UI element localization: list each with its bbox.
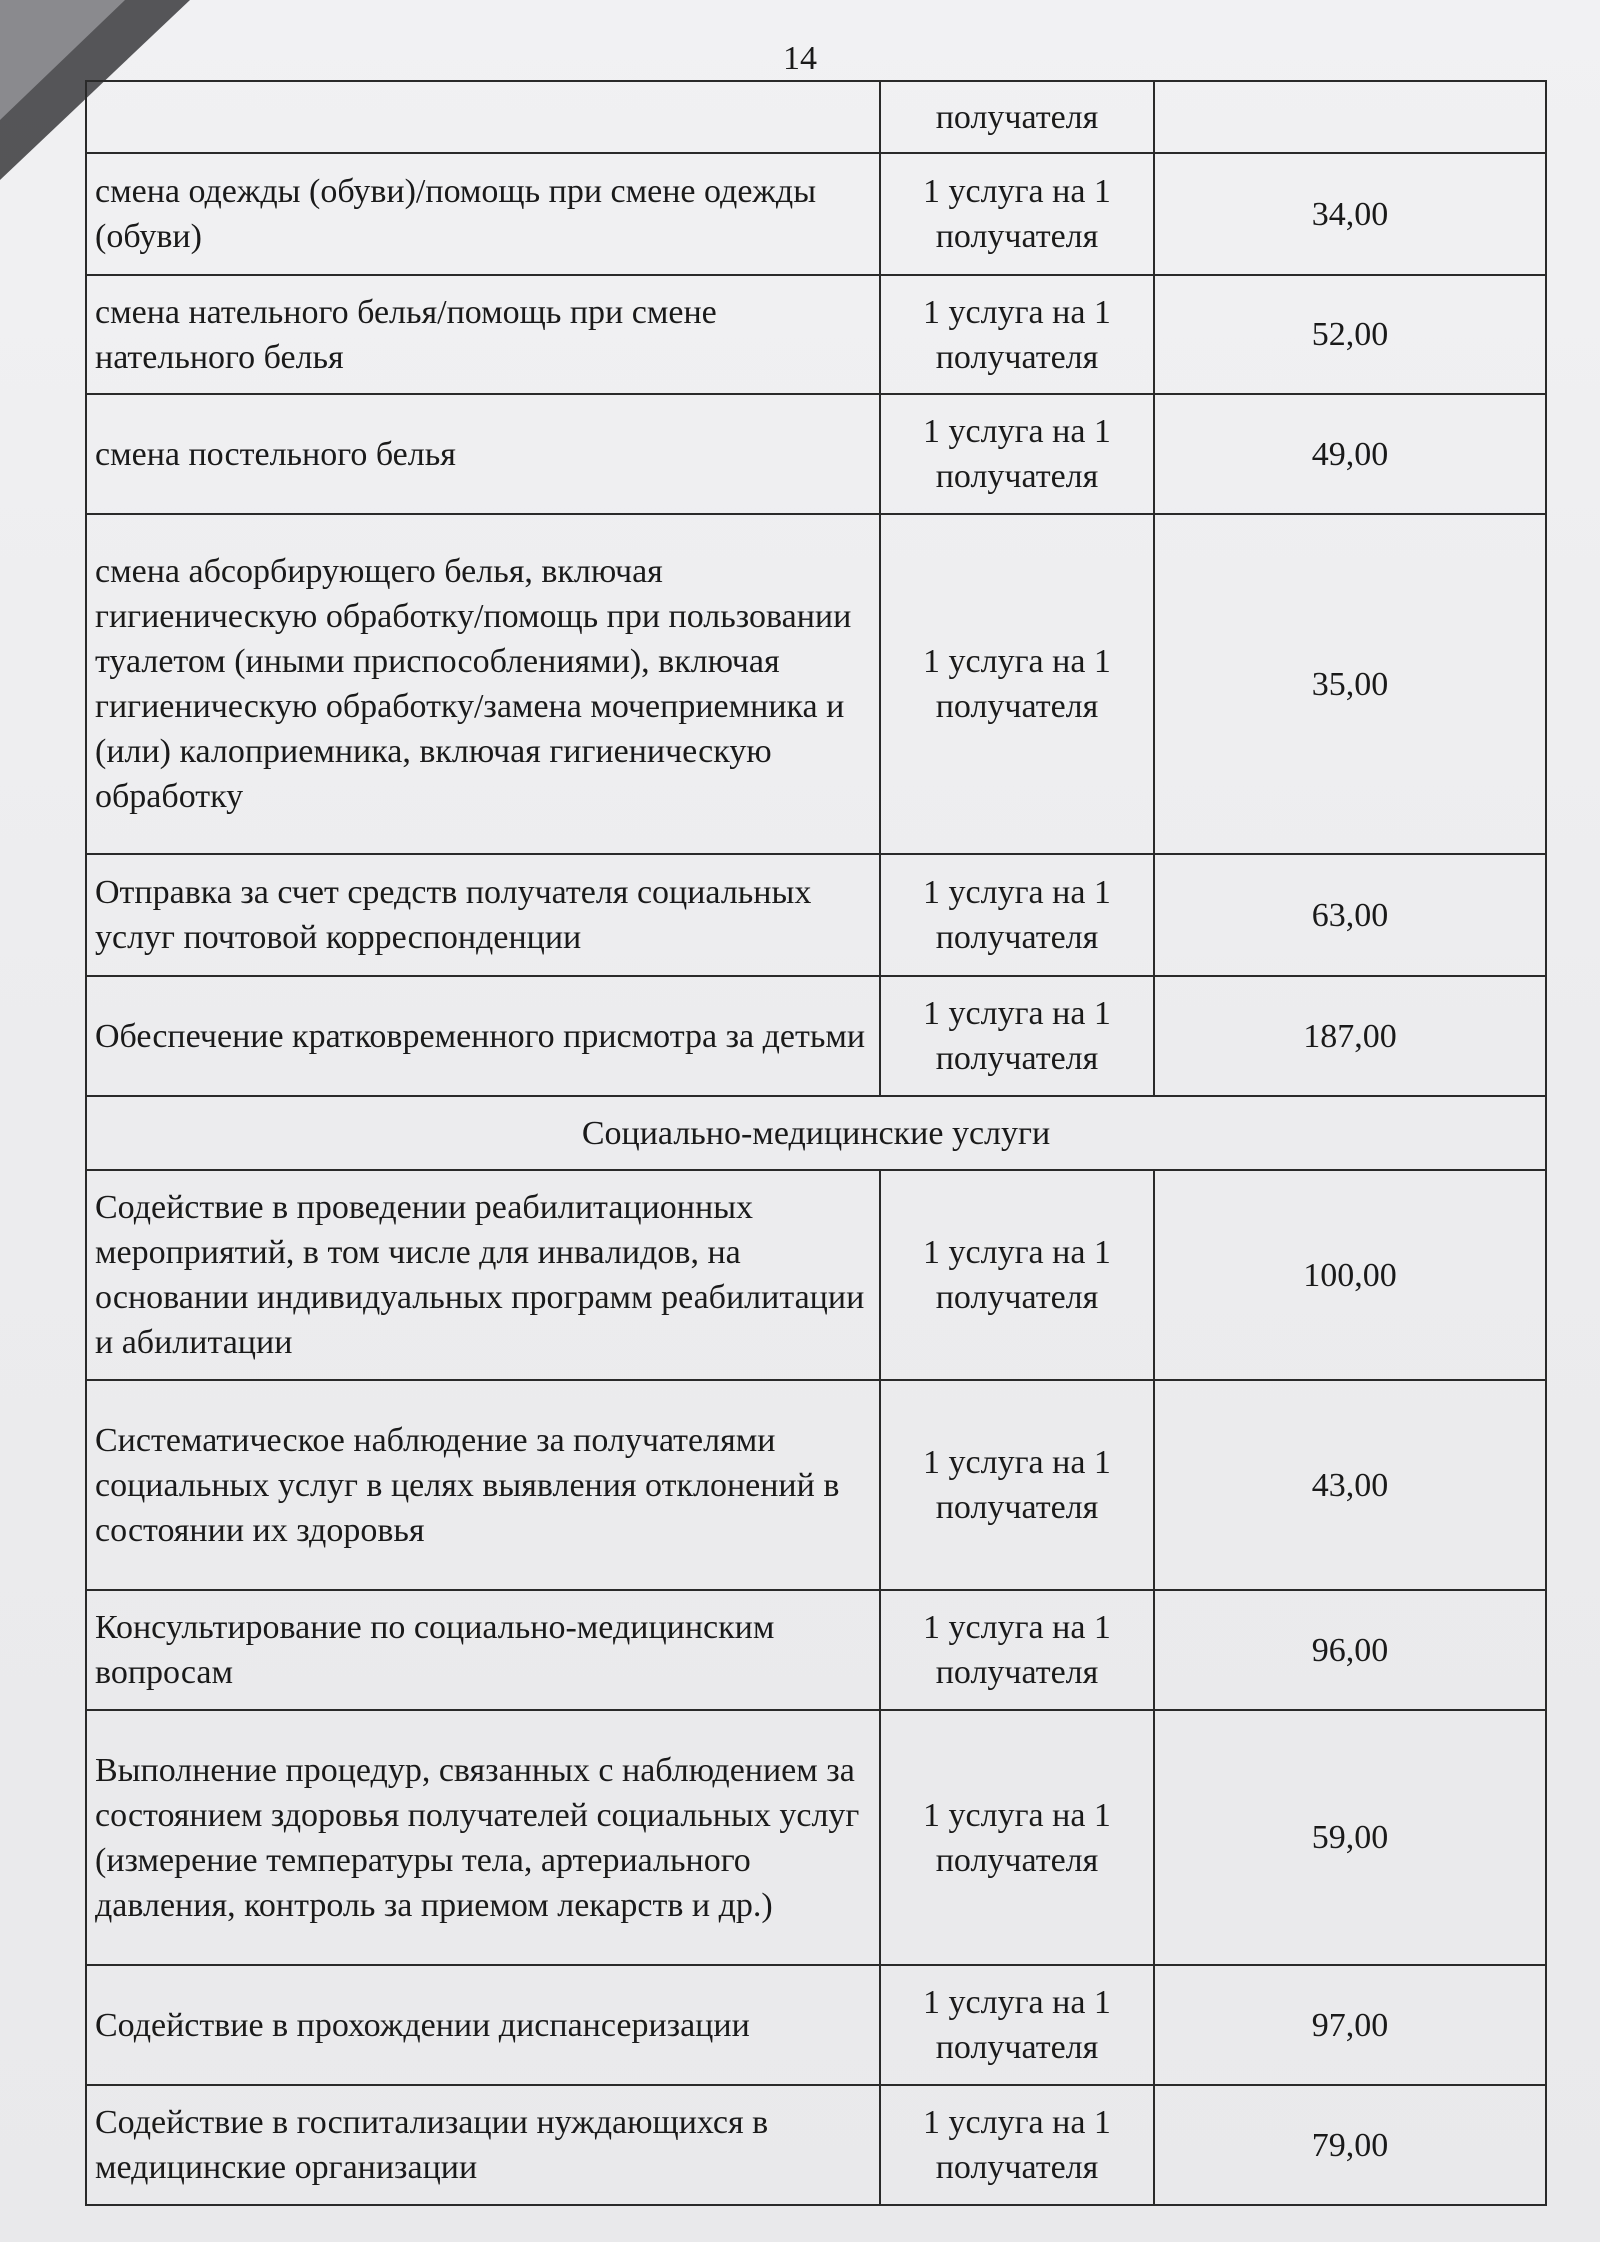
service-unit-cell: 1 услуга на 1 получателя bbox=[880, 1710, 1154, 1965]
table-row bbox=[86, 514, 1546, 854]
service-name-cell bbox=[86, 81, 880, 153]
service-name-cell: Содействие в проведении реабилитационных мероприятий, в том числе для инвалидов, на основании индивидуальных программ реабилитации и абилитации bbox=[86, 1170, 880, 1380]
service-price-cell: 49,00 bbox=[1154, 394, 1546, 514]
table-row bbox=[86, 394, 1546, 514]
page-number: 14 bbox=[783, 40, 817, 77]
service-price-cell: 79,00 bbox=[1154, 2085, 1546, 2205]
service-price-cell: 59,00 bbox=[1154, 1710, 1546, 1965]
table-row bbox=[86, 1965, 1546, 2085]
section-title: Социально-медицинские услуги bbox=[86, 1096, 1546, 1170]
table-row bbox=[86, 1380, 1546, 1590]
service-unit-cell: 1 услуга на 1 получателя bbox=[880, 514, 1154, 854]
service-price-cell: 43,00 bbox=[1154, 1380, 1546, 1590]
service-unit-cell: 1 услуга на 1 получателя bbox=[880, 1590, 1154, 1710]
service-name-cell: Отправка за счет средств получателя социальных услуг почтовой корреспонденции bbox=[86, 854, 880, 976]
service-unit-cell: 1 услуга на 1 получателя bbox=[880, 275, 1154, 394]
section-header-row bbox=[86, 1096, 1546, 1170]
service-unit-cell: получателя bbox=[880, 81, 1154, 153]
service-name-cell: Содействие в госпитализации нуждающихся в медицинские организации bbox=[86, 2085, 880, 2205]
service-unit-cell: 1 услуга на 1 получателя bbox=[880, 1965, 1154, 2085]
service-name-cell: смена нательного белья/помощь при смене нательного белья bbox=[86, 275, 880, 394]
service-unit-cell: 1 услуга на 1 получателя bbox=[880, 153, 1154, 275]
table-row bbox=[86, 81, 1546, 153]
service-name-cell: смена абсорбирующего белья, включая гигиеническую обработку/помощь при пользовании туалетом (иными приспособлениями), включая гигиеническую обработку/замена мочеприемника и (или) калоприемника, включая гигиеническую обработку bbox=[86, 514, 880, 854]
service-price-cell: 63,00 bbox=[1154, 854, 1546, 976]
service-name-cell: Систематическое наблюдение за получателями социальных услуг в целях выявления отклонений в состоянии их здоровья bbox=[86, 1380, 880, 1590]
service-price-cell: 100,00 bbox=[1154, 1170, 1546, 1380]
table-row bbox=[86, 2085, 1546, 2205]
table-row bbox=[86, 1170, 1546, 1380]
services-table-body bbox=[86, 81, 1546, 2205]
service-name-cell: Выполнение процедур, связанных с наблюдением за состоянием здоровья получателей социальных услуг (измерение температуры тела, артериального давления, контроль за приемом лекарств и др.) bbox=[86, 1710, 880, 1965]
table-row bbox=[86, 275, 1546, 394]
service-unit-cell: 1 услуга на 1 получателя bbox=[880, 1380, 1154, 1590]
service-price-cell: 34,00 bbox=[1154, 153, 1546, 275]
services-price-table bbox=[85, 80, 1547, 2206]
service-unit-cell: 1 услуга на 1 получателя bbox=[880, 1170, 1154, 1380]
service-price-cell: 96,00 bbox=[1154, 1590, 1546, 1710]
service-unit-cell: 1 услуга на 1 получателя bbox=[880, 2085, 1154, 2205]
service-name-cell: смена одежды (обуви)/помощь при смене одежды (обуви) bbox=[86, 153, 880, 275]
service-name-cell: Содействие в прохождении диспансеризации bbox=[86, 1965, 880, 2085]
table-row bbox=[86, 976, 1546, 1096]
table-row bbox=[86, 854, 1546, 976]
service-price-cell: 187,00 bbox=[1154, 976, 1546, 1096]
service-name-cell: Консультирование по социально-медицинским вопросам bbox=[86, 1590, 880, 1710]
table-row bbox=[86, 1710, 1546, 1965]
service-unit-cell: 1 услуга на 1 получателя bbox=[880, 394, 1154, 514]
service-name-cell: Обеспечение кратковременного присмотра за детьми bbox=[86, 976, 880, 1096]
service-price-cell: 35,00 bbox=[1154, 514, 1546, 854]
service-price-cell: 97,00 bbox=[1154, 1965, 1546, 2085]
service-name-cell: смена постельного белья bbox=[86, 394, 880, 514]
service-price-cell: 52,00 bbox=[1154, 275, 1546, 394]
table-row bbox=[86, 153, 1546, 275]
service-unit-cell: 1 услуга на 1 получателя bbox=[880, 976, 1154, 1096]
service-price-cell bbox=[1154, 81, 1546, 153]
service-unit-cell: 1 услуга на 1 получателя bbox=[880, 854, 1154, 976]
table-row bbox=[86, 1590, 1546, 1710]
